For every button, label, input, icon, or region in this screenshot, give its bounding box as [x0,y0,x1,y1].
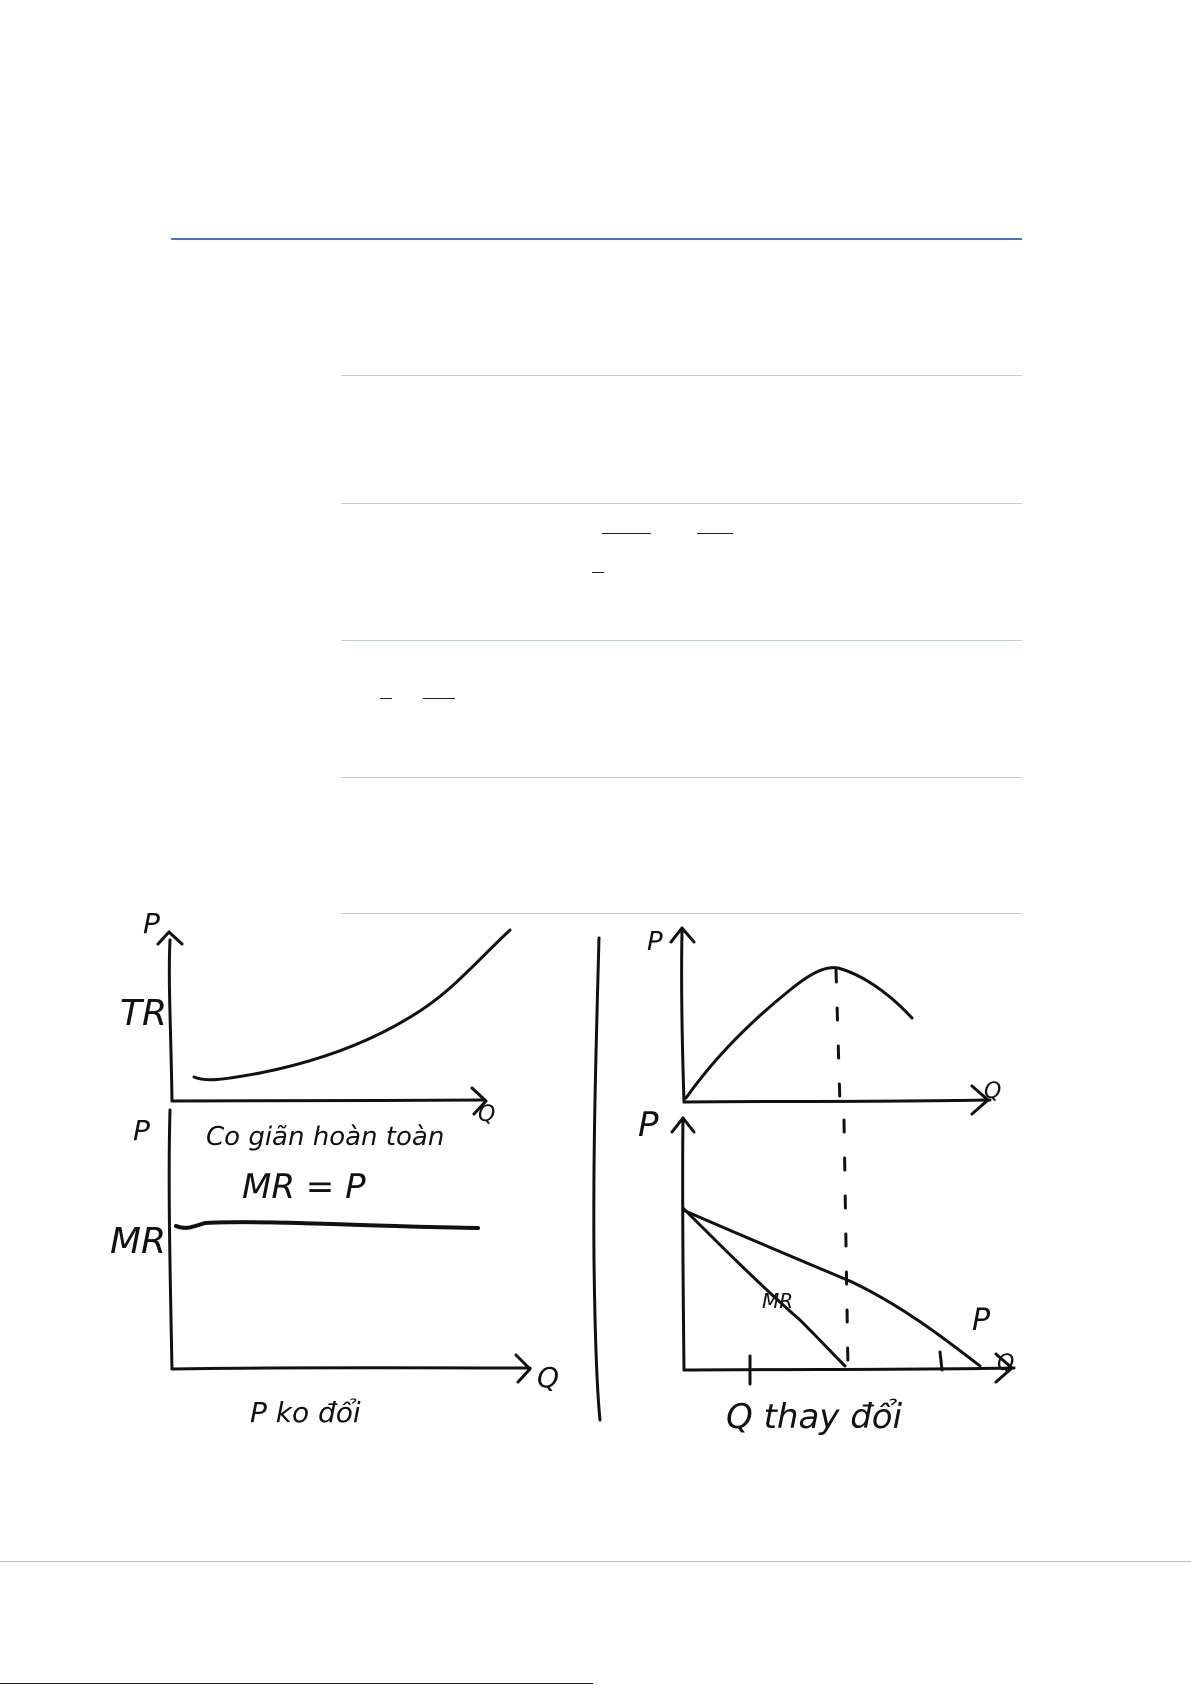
y-axis [682,932,684,1102]
y-axis-label: P [143,907,160,940]
mr-zero-dashed-line [844,1120,848,1370]
demand-mr-graph [638,1105,1014,1437]
mr-line [176,1222,478,1228]
tr-curve [194,930,510,1080]
mr-line [683,1208,845,1366]
y-axis-label: P [133,1114,150,1147]
x-axis [684,1100,990,1102]
y-axis [169,1110,172,1369]
elasticity-note: Co giãn hoàn toàn [206,1122,445,1152]
footer-rule [0,1561,1191,1562]
caption: Q thay đổi [726,1397,903,1437]
footnote-rule [0,1683,593,1684]
x-axis [684,1368,1014,1370]
caption: P ko đổi [250,1396,361,1429]
equation: MR = P [242,1167,366,1207]
max-dashed-line [836,970,840,1105]
x-axis-label: Q [537,1361,560,1394]
y-axis-label: P [647,927,663,957]
q-tick [940,1352,942,1370]
y-axis [683,1118,684,1370]
mr-label: MR [762,1289,794,1313]
x-axis [172,1100,484,1101]
mr-label: MR [110,1221,167,1262]
tr-hump-graph [647,927,1001,1114]
tr-curve [686,968,912,1098]
x-axis [172,1368,530,1369]
x-axis-label: Q [984,1079,1002,1104]
tr-label: TR [120,993,168,1034]
divider-line [594,938,600,1420]
tr-graph [120,907,510,1127]
demand-line [683,1210,980,1366]
mr-flat-graph [110,1110,559,1429]
x-axis-label: Q [478,1102,496,1127]
y-axis-label: P [638,1105,659,1145]
x-axis-label: Q [997,1351,1015,1376]
y-axis [169,940,172,1101]
demand-label: P [972,1303,991,1338]
